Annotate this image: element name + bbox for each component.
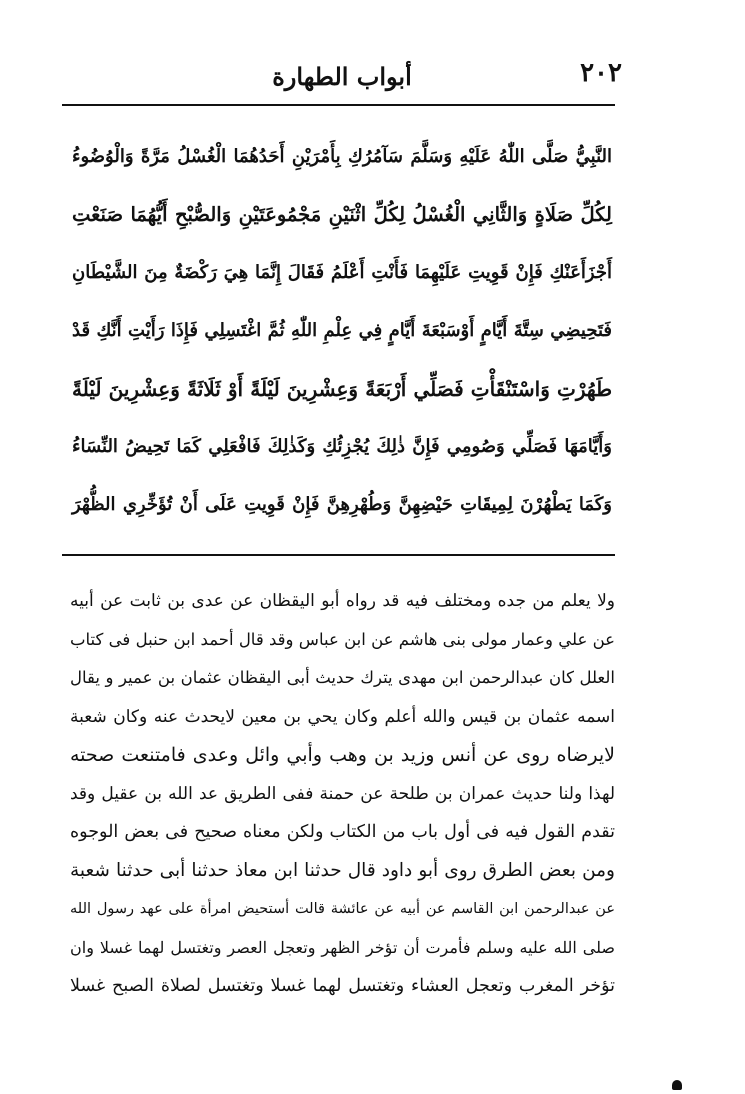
footnote-line: لايرضاه روى عن أنس وزيد بن وهب وأبي وائل وعدى فامتنعت صحته	[70, 744, 615, 766]
footnote-line: عن عبدالرحمن ابن القاسم عن أبيه عن عائشة قالت أستحيض امرأة على عهد رسول الله	[70, 901, 615, 917]
footnote-line: ولا يعلم من جده ومختلف فيه قد رواه أبو اليقظان عن عدى بن ثابت عن أبيه	[70, 591, 615, 611]
footnote-separator-rule	[62, 554, 615, 556]
running-title: أبواب الطهارة	[272, 62, 412, 91]
page-corner-mark	[672, 1080, 682, 1090]
footnote-line: تؤخر المغرب وتعجل العشاء وتغتسل لهما غسلا وتغتسل لصلاة الصبح غسلا	[70, 976, 615, 996]
footnote-line: العلل كان عبدالرحمن ابن مهدى يترك حديث أبى اليقظان عثمان بن عمير و يقال	[70, 668, 615, 687]
footnote-line: تقدم القول فيه فى أول باب من الكتاب ولكن معناه صحيح فى بعض الوجوه	[70, 822, 615, 842]
footnote-line: ومن بعض الطرق روى أبو داود قال حدثنا ابن معاذ حدثنا أبى حدثنا شعبة	[70, 859, 615, 881]
footnote-line: صلى الله عليه وسلم فأمرت أن تؤخر الظهر وتعجل العصر وتغتسل لهما غسلا وان	[70, 937, 615, 957]
main-text-line: لِكُلِّ صَلَاةٍ وَالثَّانِي الْغُسْلُ لِكُلِّ اثْنَيْنِ مَجْمُوعَتَيْنِ وَالصُّبْحِ أَيُّهُمَا صَنَعْتِ	[72, 203, 612, 226]
footnote-line: اسمه عثمان بن قيس والله أعلم وكان يحي بن معين لايحدث عنه وكان شعبة	[70, 706, 615, 727]
main-text-line: أَجْزَأَعَنْكِ فَإِنْ قَوِيتِ عَلَيْهِمَا فَأَنْتِ أَعْلَمُ فَقَالَ إِنَّمَا هِيَ رَكْضَةٌ مِنَ الشَّيْطَانِ	[72, 262, 612, 283]
main-text-block	[72, 128, 612, 534]
footnotes-block	[70, 582, 615, 1006]
footnote-line: عن علي وعمار مولى بنى هاشم عن ابن عباس وقد قال أحمد ابن حنبل فى كتاب	[70, 629, 615, 649]
main-text-line: وَكَمَا يَطْهُرْنَ لِمِيقَاتِ حَيْضِهِنَّ وَطُهْرِهِنَّ فَإِنْ قَوِيتِ عَلَى أَنْ تُؤَخِّرِي الظُّهْرَ	[72, 494, 612, 515]
main-text-line: طَهُرْتِ وَاسْتَنْقَأْتِ فَصَلِّي أَرْبَعَةً وَعِشْرِينَ لَيْلَةً أَوْ ثَلَاثَةً وَعِشْرِينَ لَيْلَةً	[72, 377, 612, 401]
header-rule	[62, 104, 615, 106]
main-text-line: فَتَحِيضِي سِتَّةَ أَيَّامٍ أَوْسَبْعَةَ أَيَّامٍ فِي عِلْمِ اللّٰهِ ثُمَّ اغْتَسِلِي فَإِذَا رَأَيْتِ أَنَّكِ قَدْ	[72, 320, 612, 341]
page-number: ٢٠٢	[580, 58, 622, 88]
footnote-line: لهذا ولنا حديث عمران بن طلحة عن حمنة ففى الطريق عد الله بن عقيل وقد	[70, 783, 615, 804]
main-text-line: النَّبِيُّ صَلَّى اللّٰهُ عَلَيْهِ وَسَلَّمَ سَآمُرُكِ بِأَمْرَيْنِ أَحَدُهُمَا الْغُسْلُ مَرَّةً وَالْوُضُوءُ	[72, 146, 612, 167]
main-text-line: وَأَيَّامَهَا فَصَلِّي وَصُومِي فَإِنَّ ذٰلِكَ يُجْزِئُكِ وَكَذٰلِكَ فَافْعَلِي كَمَا تَحِيضُ النِّسَاءُ	[72, 436, 612, 457]
page-header	[62, 58, 622, 98]
